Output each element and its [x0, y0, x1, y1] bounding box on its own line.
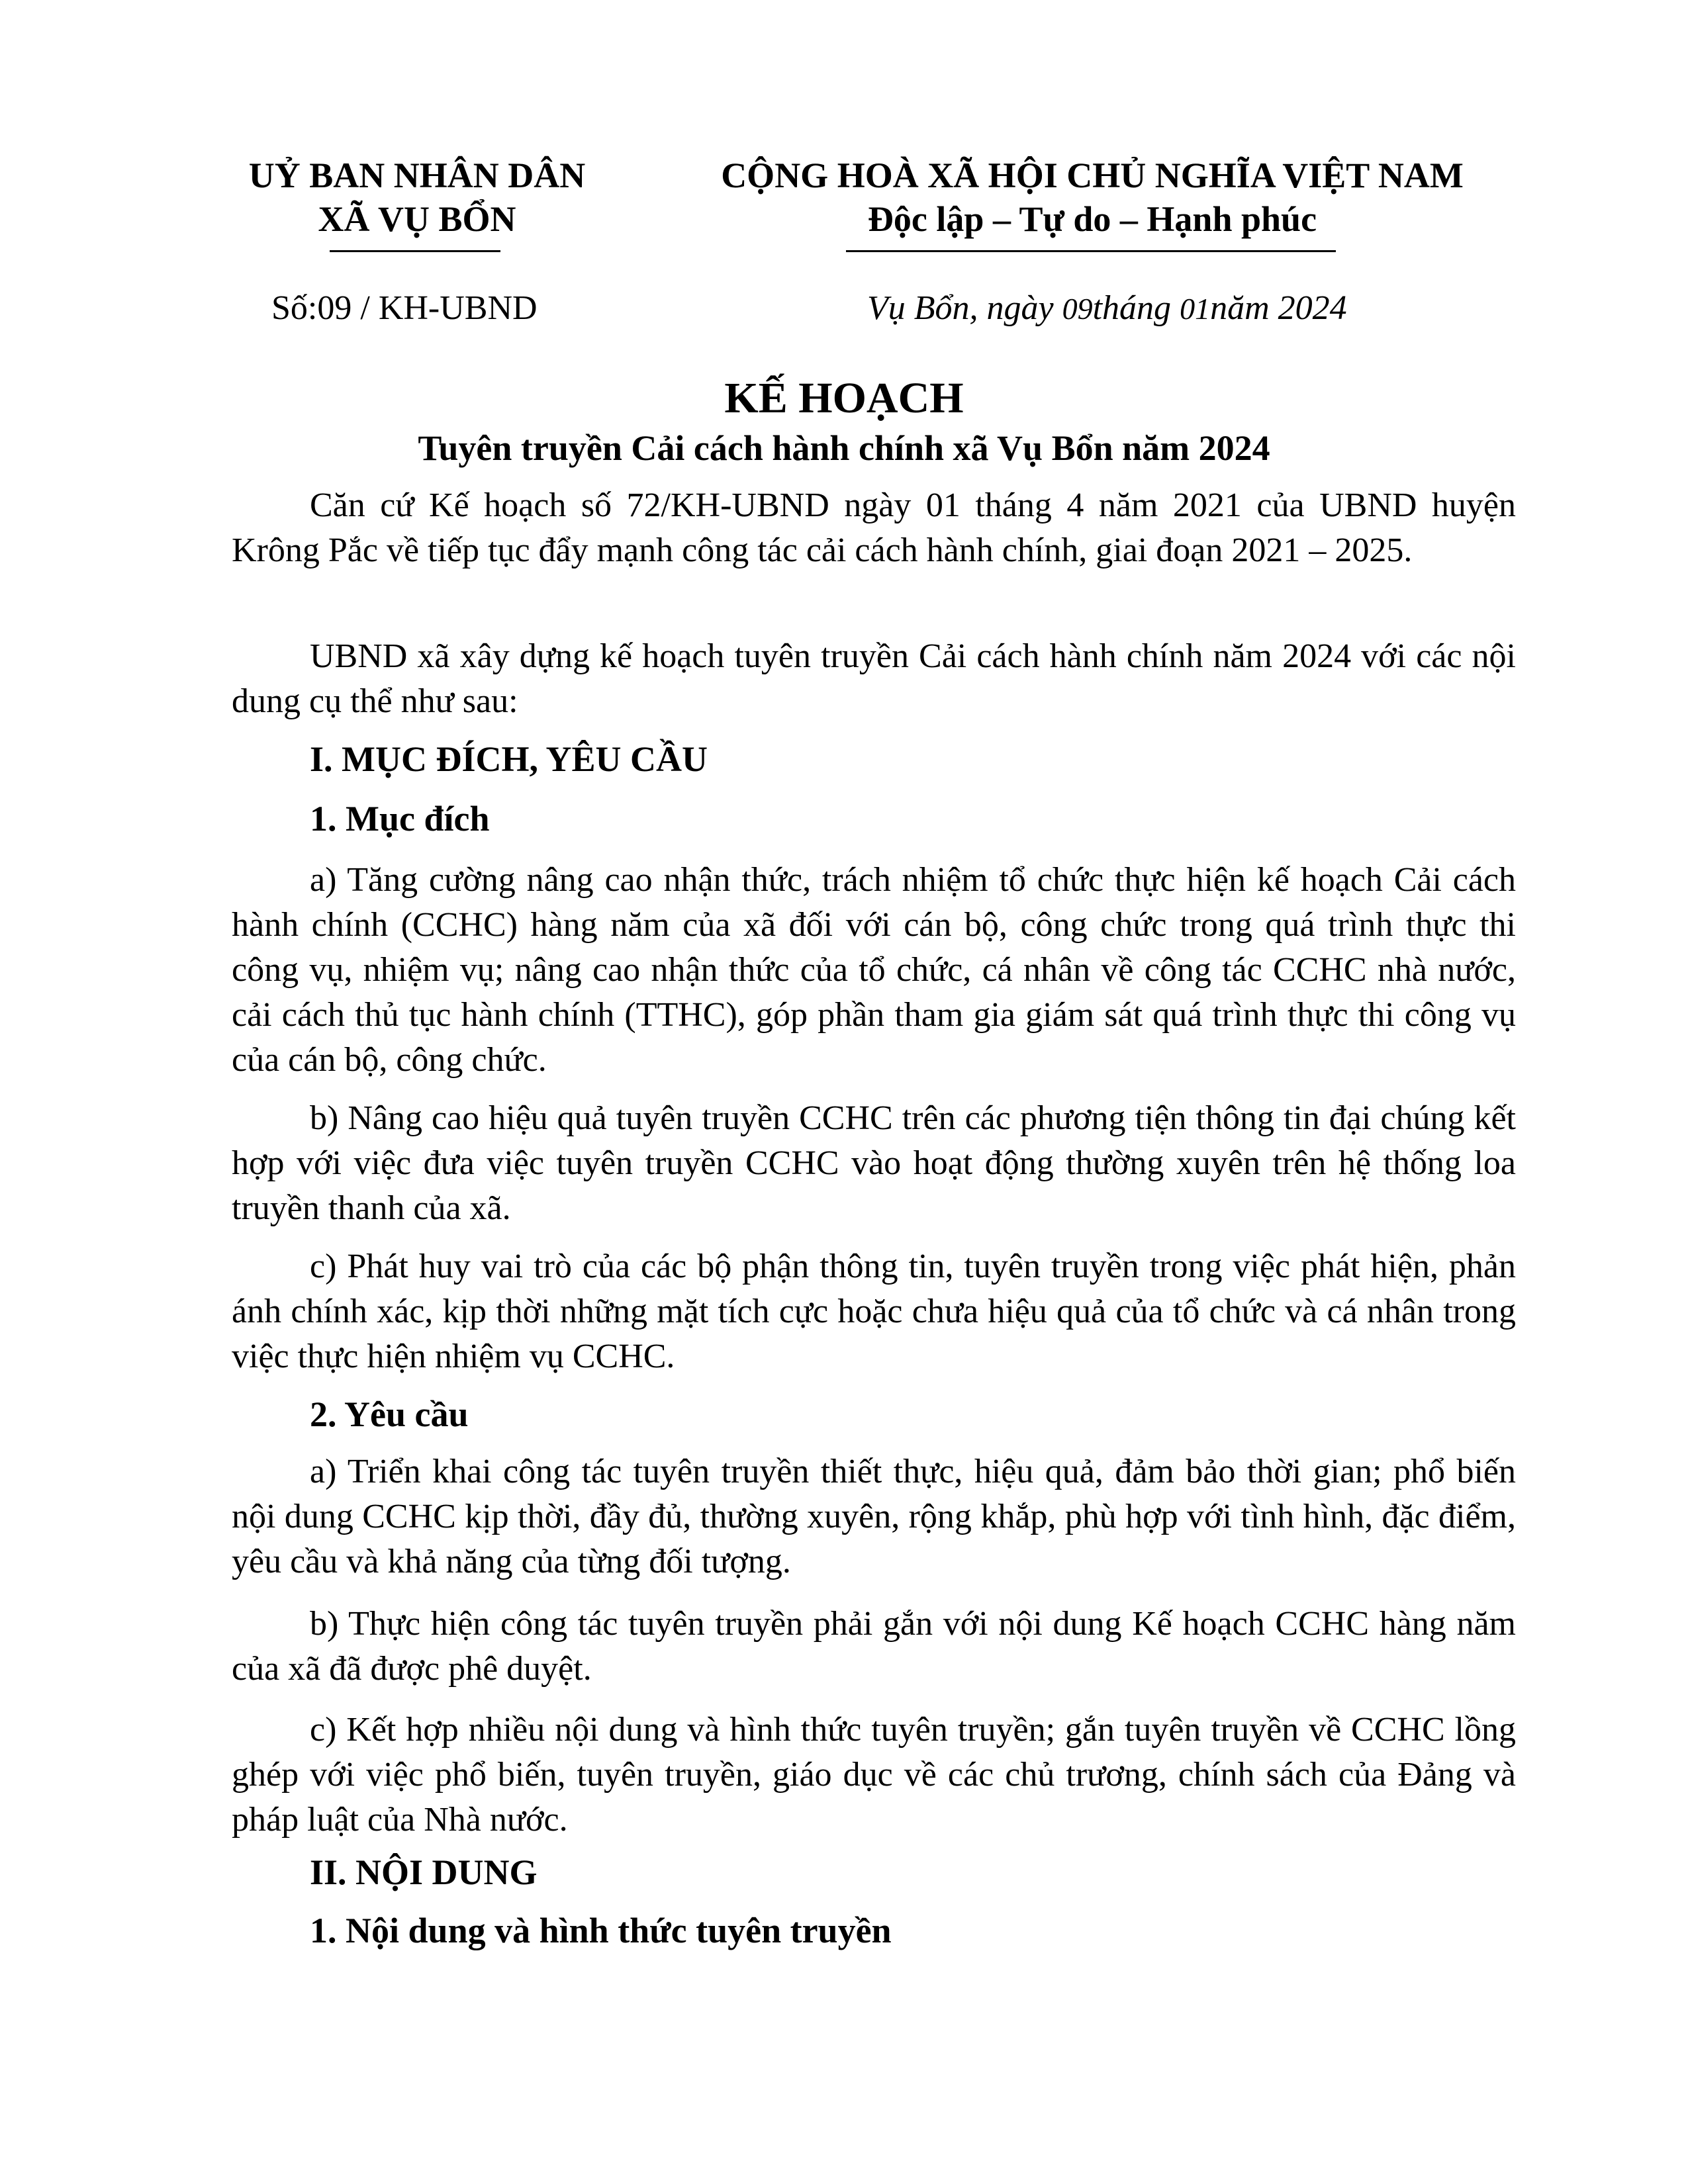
- document-title: KẾ HOẠCH: [724, 374, 964, 422]
- subsection-heading: 1. Mục đích: [310, 799, 490, 839]
- motto-underline: [846, 250, 1336, 252]
- document-subtitle: Tuyên truyền Cải cách hành chính xã Vụ Bổn năm 2024: [418, 428, 1270, 468]
- requirement-item: a) Triển khai công tác tuyên truyền thiết thực, hiệu quả, đảm bảo thời gian; phổ biến nội dung CCHC kịp thời, đầy đủ, thường xuyên, rộng khắp, phù hợp với tình hình, đặc điểm, yêu cầu và khả năng của từng đối tượng.: [232, 1453, 1516, 1580]
- subsection-heading: 1. Nội dung và hình thức tuyên truyền: [310, 1911, 892, 1950]
- date-prefix: Vụ Bổn, ngày: [867, 289, 1062, 327]
- section-heading: I. MỤC ĐÍCH, YÊU CẦU: [310, 739, 708, 779]
- purpose-item: a) Tăng cường nâng cao nhận thức, trách nhiệm tổ chức thực hiện kế hoạch Cải cách hành chính (CCHC) hàng năm của xã đối với cán bộ, công chức trong quá trình thực thi công vụ, nhiệm vụ; nâng cao nhận thức của tổ chức, cá nhân về công tác CCHC nhà nước, cải cách thủ tục hành chính (TTHC), góp phần tham gia giám sát quá trình thực thi công vụ của cán bộ, công chức.: [232, 861, 1516, 1079]
- requirement-item: c) Kết hợp nhiều nội dung và hình thức tuyên truyền; gắn tuyên truyền về CCHC lồng ghép với việc phổ biến, tuyên truyền, giáo dục về các chủ trương, chính sách của Đảng và pháp luật của Nhà nước.: [232, 1711, 1516, 1839]
- issue-date: [867, 289, 1347, 328]
- date-month-label: tháng: [1092, 289, 1180, 327]
- document-number: Số:09 / KH-UBND: [271, 289, 538, 327]
- date-month: 01: [1180, 292, 1211, 326]
- purpose-item: b) Nâng cao hiệu quả tuyên truyền CCHC trên các phương tiện thông tin đại chúng kết hợp với việc đưa việc tuyên truyền CCHC vào hoạt động thường xuyên trên hệ thống loa truyền thanh của xã.: [232, 1099, 1516, 1227]
- agency-underline: [330, 250, 500, 252]
- date-day: 09: [1062, 292, 1093, 326]
- section-heading: II. NỘI DUNG: [310, 1852, 538, 1892]
- intro-paragraph: UBND xã xây dựng kế hoạch tuyên truyền Cải cách hành chính năm 2024 với các nội dung cụ thể như sau:: [232, 637, 1516, 720]
- subsection-heading: 2. Yêu cầu: [310, 1394, 469, 1434]
- intro-paragraph: Căn cứ Kế hoạch số 72/KH-UBND ngày 01 tháng 4 năm 2021 của UBND huyện Krông Pắc về tiếp tục đẩy mạnh công tác cải cách hành chính, giai đoạn 2021 – 2025.: [232, 486, 1516, 569]
- requirement-item: b) Thực hiện công tác tuyên truyền phải gắn với nội dung Kế hoạch CCHC hàng năm của xã đã được phê duyệt.: [232, 1605, 1516, 1688]
- agency-name: UỶ BAN NHÂN DÂN: [248, 156, 586, 195]
- date-year: năm 2024: [1210, 289, 1347, 327]
- purpose-item: c) Phát huy vai trò của các bộ phận thông tin, tuyên truyền trong việc phát hiện, phản ánh chính xác, kịp thời những mặt tích cực hoặc chưa hiệu quả của tổ chức và cá nhân trong việc thực hiện nhiệm vụ CCHC.: [232, 1248, 1516, 1375]
- motto: Độc lập – Tự do – Hạnh phúc: [867, 199, 1317, 239]
- nation-name: CỘNG HOÀ XÃ HỘI CHỦ NGHĨA VIỆT NAM: [721, 156, 1464, 195]
- agency-unit: XÃ VỤ BỔN: [318, 199, 516, 239]
